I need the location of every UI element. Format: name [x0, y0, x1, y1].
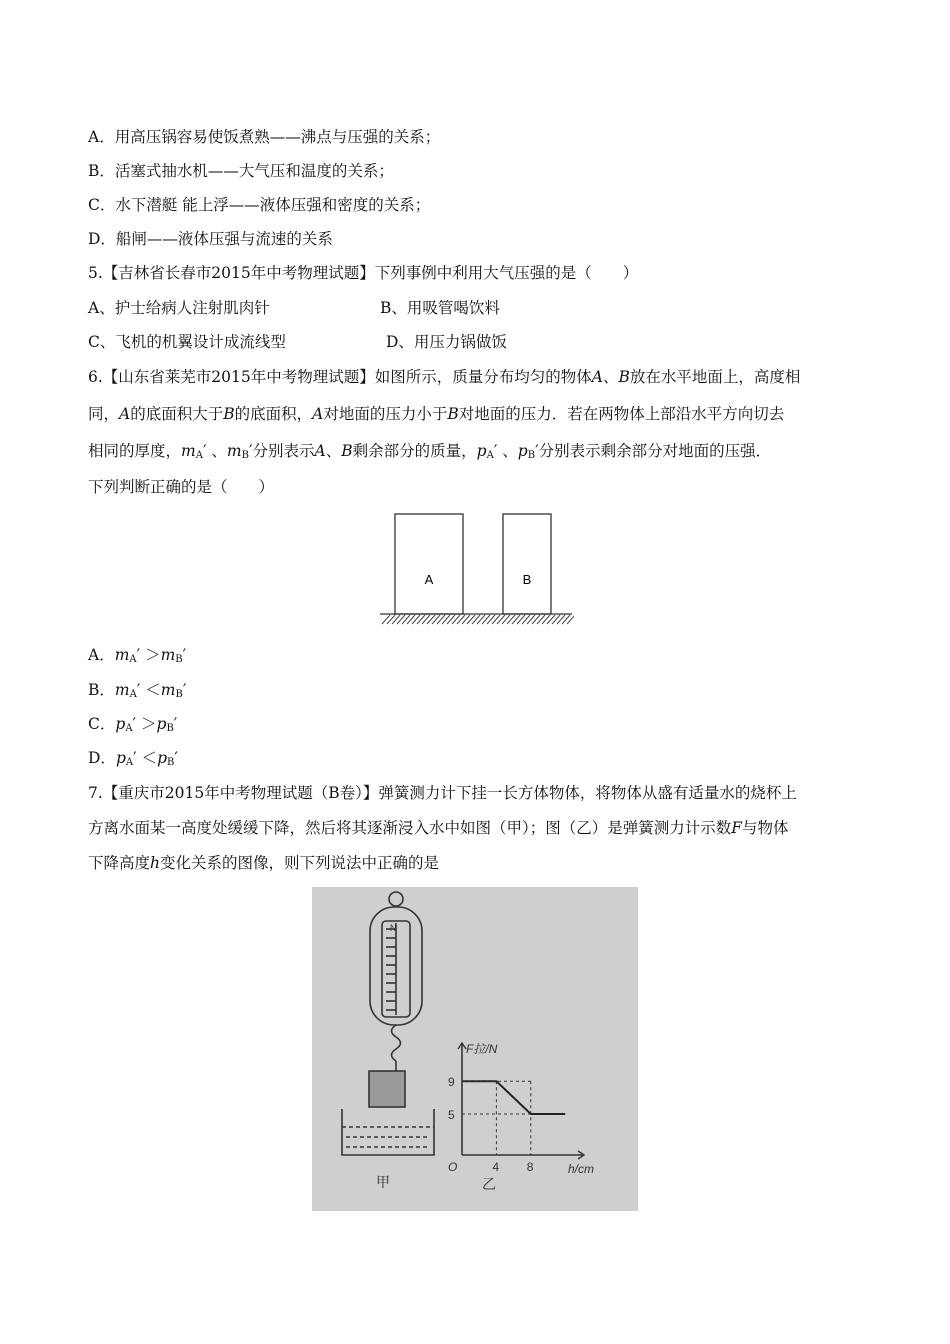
q4-option-c: C．水下潜艇 能上浮——液体压强和密度的关系； [88, 196, 431, 214]
blocks-figure [378, 508, 574, 632]
q5-option-a: A、护士给病人注射肌肉针 [88, 299, 270, 317]
data-line [462, 1081, 565, 1114]
q6-stem-line4: 下列判断正确的是（ ） [88, 478, 275, 496]
q4-option-a: A．用高压锅容易使饭煮熟——沸点与压强的关系； [88, 128, 441, 146]
q4-option-b: B．活塞式抽水机——大气压和温度的关系； [88, 162, 394, 180]
scale-mark: N [390, 923, 397, 933]
block-b-label: B [522, 572, 532, 587]
q6-option-a: A．$m_A' >m_B'$ [88, 646, 187, 665]
q5-option-b: B、用吸管喝饮料 [380, 299, 500, 317]
q5-option-c: C、飞机的机翼设计成流线型 [88, 333, 286, 351]
y-axis-label: F拉/N [466, 1042, 498, 1056]
block-a [395, 514, 463, 614]
spring-balance [370, 892, 422, 1071]
q6-stem-line3: 相同的厚度，$m_A'$ 、$m_B'$分别表示A、B剩余部分的质量，$p_A'$ 、$p_B'$分别表示剩余部分对地面的压强． [88, 442, 772, 461]
q7-stem-line3: 下降高度h变化关系的图像，则下列说法中正确的是 [88, 854, 440, 872]
origin-label: O [448, 1160, 458, 1174]
scanned-figure [312, 887, 638, 1211]
y-tick-label: 5 [448, 1108, 455, 1122]
block-a-label: A [424, 572, 434, 587]
label-jia: 甲 [376, 1175, 390, 1191]
q4-option-d: D．船闸——液体压强与流速的关系 [88, 230, 333, 248]
q6-stem-line1: 6.【山东省莱芜市2015年中考物理试题】如图所示，质量分布均匀的物体A、B放在水平地面上，高度相 [88, 368, 801, 386]
hanging-block [369, 1071, 405, 1107]
ground-hatching [382, 615, 574, 624]
q7-stem-line2: 方离水面某一高度处缓缓下降，然后将其逐渐浸入水中如图（甲）；图（乙）是弹簧测力计示数F与物体 [88, 819, 789, 837]
y-tick-label: 9 [448, 1075, 455, 1090]
beaker [342, 1109, 434, 1155]
q6-option-d: D．$p_A' <p_B'$ [88, 749, 178, 768]
force-height-graph [448, 1042, 594, 1176]
x-axis-label: h/cm [568, 1162, 595, 1176]
q7-stem-line1: 7.【重庆市2015年中考物理试题（B卷）】弹簧测力计下挂一长方体物体，将物体从盛有适量水的烧杯上 [88, 784, 797, 802]
q6-stem-line2: 同，A的底面积大于B的底面积，A对地面的压力小于B对地面的压力．若在两物体上部沿水平方向切去 [88, 405, 785, 423]
q5-option-d: D、用压力锅做饭 [386, 333, 507, 351]
q6-option-c: C．$p_A' >p_B'$ [88, 715, 178, 734]
x-tick-label: 4 [492, 1160, 500, 1174]
q5-stem: 5.【吉林省长春市2015年中考物理试题】下列事例中利用大气压强的是（ ） [88, 264, 639, 282]
block-b [503, 514, 551, 614]
x-tick-label: 8 [526, 1160, 534, 1174]
label-yi: 乙 [482, 1177, 496, 1193]
q6-option-b: B．$m_A' <m_B'$ [88, 681, 187, 700]
